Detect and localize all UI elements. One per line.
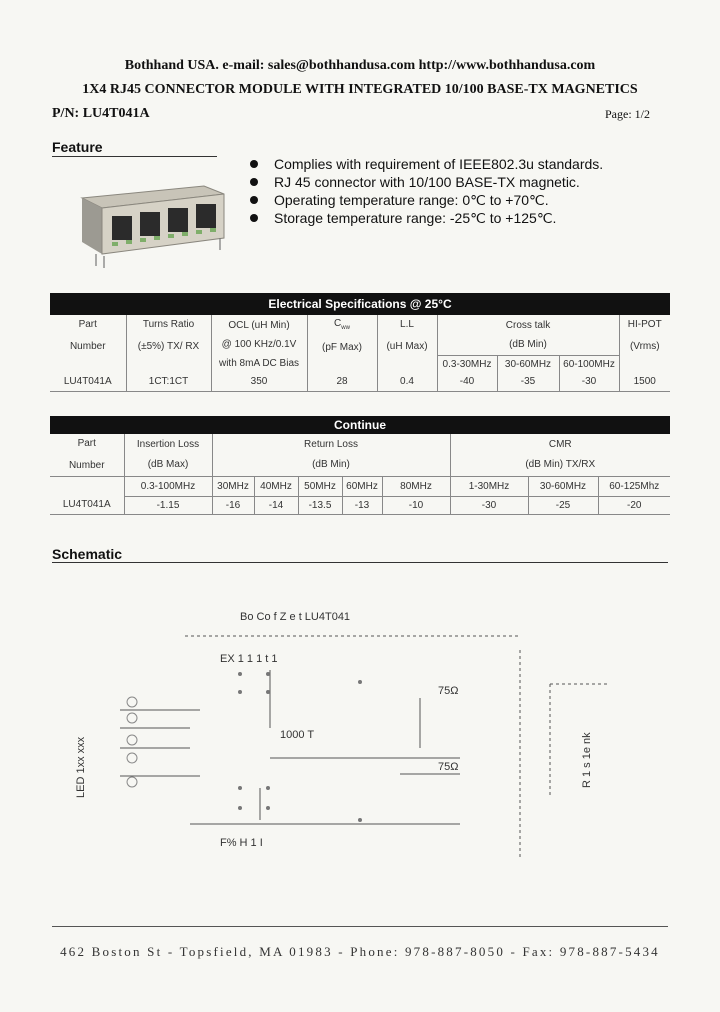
- schematic-label: EX 1 1 1 t 1: [220, 653, 278, 665]
- feature-item: Storage temperature range: -25℃ to +125℃.: [248, 209, 603, 227]
- part-number: P/N: LU4T041A: [52, 106, 150, 121]
- rj45-port-1: [112, 216, 132, 240]
- schematic-heading-underline: [52, 562, 668, 563]
- schematic-label: LED 1xx xxx: [75, 736, 87, 798]
- feature-heading-underline: [52, 156, 217, 157]
- feature-item: RJ 45 connector with 10/100 BASE-TX magnetic.: [248, 173, 603, 191]
- schematic-label: 75Ω: [438, 761, 459, 773]
- header-crosstalk-unit: (dB Min): [437, 335, 619, 355]
- electrical-spec-table: [50, 293, 670, 392]
- rj45-module-image: [74, 176, 234, 268]
- header-insertion-loss: Insertion Loss: [124, 434, 212, 454]
- schematic-heading: Schematic: [52, 546, 123, 562]
- schematic-title-text: Bo Co f Z e t LU4T041: [240, 611, 351, 623]
- crosstalk-band-2: 30-60MHz: [497, 355, 559, 373]
- header-hipot: HI-POT (Vrms): [619, 315, 670, 355]
- footer-rule: [52, 926, 668, 927]
- schematic-label: F% H 1 I: [220, 837, 263, 849]
- electrical-spec-bar: Electrical Specifications @ 25°C: [50, 293, 670, 315]
- feature-item: Complies with requirement of IEEE802.3u standards.: [248, 155, 603, 173]
- header-cww: $C_{ww}$ (pF Max): [307, 315, 377, 355]
- continue-spec-table: Continue Part Number Insertion Loss Return Loss CMR (dB Max) (dB Min) (dB Min) TX/RX 0.3-100MHz 30MHz 40MHz 50MHz 60MHz 80MHz 1-30MHz 30-60MHz 60-125Mhz LU4T041A -1.15 -16 -14 -13.5 -13 -10 -30 -25 -20: [50, 416, 670, 515]
- crosstalk-band-1: 0.3-30MHz: [437, 355, 497, 373]
- header-part: Part Number: [68, 438, 105, 472]
- feature-list: [248, 155, 603, 227]
- header-cmr: CMR: [450, 434, 670, 454]
- header-crosstalk: Cross talk: [437, 315, 619, 335]
- table-row: LU4T041A 1CT:1CT 350 28 0.4 -40 -35 -30 1500: [50, 373, 670, 391]
- header-ll: L.L (uH Max): [377, 315, 437, 355]
- page-number: Page: 1/2: [605, 107, 650, 121]
- header-turns-ratio: Turns Ratio (±5%) TX/ RX: [126, 315, 211, 355]
- schematic-label: R 1 s 1e nk: [581, 732, 593, 788]
- header-ocl: OCL (uH Min) @ 100 KHz/0.1V with 8mA DC Bias: [211, 315, 307, 373]
- rj45-port-4: [196, 204, 216, 228]
- feature-heading: Feature: [52, 139, 103, 155]
- continue-bar: Continue: [50, 416, 670, 434]
- header-return-loss: Return Loss: [212, 434, 450, 454]
- document-title: 1X4 RJ45 CONNECTOR MODULE WITH INTEGRATED 10/100 BASE-TX MAGNETICS: [82, 82, 638, 97]
- company-line: Bothhand USA. e-mail: sales@bothhandusa.com http://www.bothhandusa.com: [124, 58, 596, 73]
- schematic-diagram: [60, 598, 660, 868]
- crosstalk-band-3: 60-100MHz: [559, 355, 619, 373]
- footer-address: 462 Boston St - Topsfield, MA 01983 - Phone: 978-887-8050 - Fax: 978-887-5434: [60, 944, 660, 959]
- schematic-label: 1000 T: [280, 729, 315, 741]
- schematic-label: 75Ω: [438, 685, 459, 697]
- table-row: LU4T041A -1.15 -16 -14 -13.5 -13 -10 -30 -25 -20: [50, 496, 670, 514]
- rj45-port-3: [168, 208, 188, 232]
- header-part: Part Number: [69, 318, 106, 352]
- feature-item: Operating temperature range: 0℃ to +70℃.: [248, 191, 603, 209]
- rj45-port-2: [140, 212, 160, 236]
